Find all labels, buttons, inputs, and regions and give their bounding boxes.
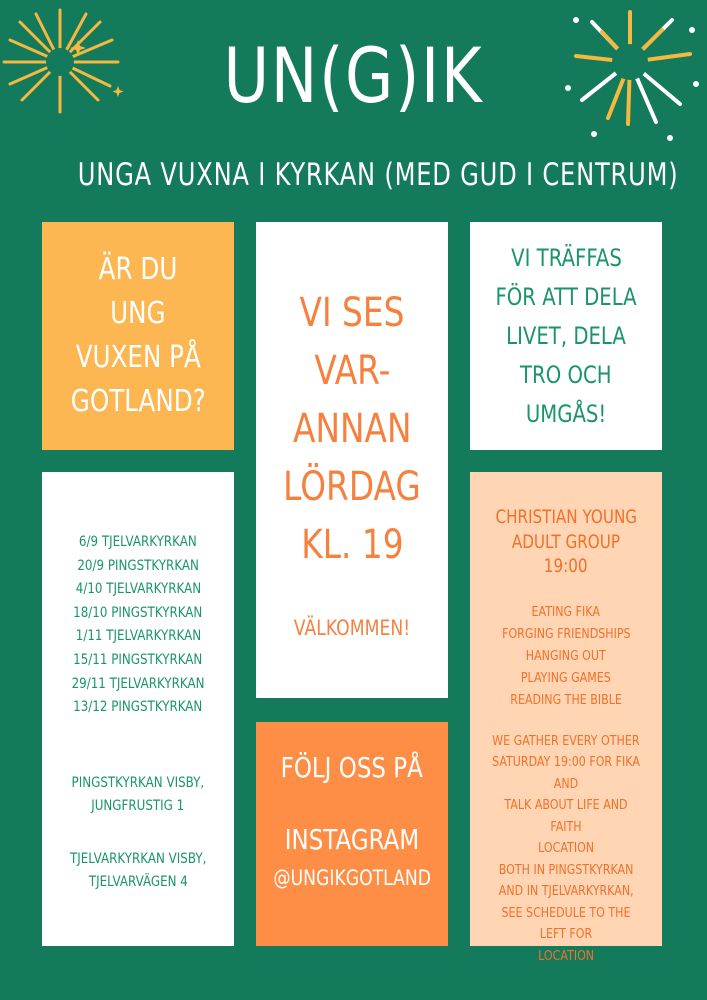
schedule-item: 29/11 TJELVARKYRKAN [71, 675, 205, 692]
question-line: VUXEN PÅ [75, 340, 201, 375]
purpose-line: FÖR ATT DELA [495, 282, 637, 311]
page-subtitle: UNGA VUXNA I KYRKAN (MED GUD I CENTRUM) [77, 157, 679, 193]
location-pingstkyrkan: PINGSTKYRKAN VISBY, JUNGFRUSTIG 1 [71, 774, 205, 814]
location-tjelvarkyrkan: TJELVARKYRKAN VISBY, TJELVARVÄGEN 4 [69, 850, 207, 890]
english-heading: CHRISTIAN YOUNG ADULT GROUP 19:00 [495, 507, 637, 577]
english-description: WE GATHER EVERY OTHER SATURDAY 19:00 FOR FIKA AND TALK ABOUT LIFE AND FAITH LOCATION BOTH IN PINGSTKYRKAN AND IN TJELVARKYRKAN, SEE SCHEDULE TO THE LEFT FOR LOCATION [492, 732, 640, 964]
activity-item: FORGING FRIENDSHIPS [501, 625, 631, 642]
instagram-handle[interactable]: @UNGIKGOTLAND [273, 866, 431, 890]
activity-item: EATING FIKA [531, 603, 601, 620]
instagram-label: INSTAGRAM [284, 823, 420, 856]
question-card [42, 222, 234, 450]
question-line: GOTLAND? [70, 384, 206, 419]
purpose-line: VI TRÄFFAS [510, 243, 622, 272]
meeting-line: ANNAN [292, 406, 412, 452]
activity-item: PLAYING GAMES [521, 669, 611, 686]
schedule-card [42, 472, 234, 946]
schedule-item: 18/10 PINGSTKYRKAN [73, 604, 203, 621]
schedule-item: 15/11 PINGSTKYRKAN [73, 651, 203, 668]
purpose-line: TRO OCH [520, 360, 612, 389]
meeting-line: VI SES [299, 290, 405, 336]
meeting-line: LÖRDAG [283, 464, 421, 510]
follow-text: FÖLJ OSS PÅ [280, 751, 424, 784]
meeting-line: VAR- [313, 348, 391, 394]
question-line: ÄR DU [98, 252, 178, 287]
activity-item: READING THE BIBLE [510, 691, 622, 708]
schedule-list [57, 531, 219, 720]
schedule-item: 4/10 TJELVARKYRKAN [75, 581, 201, 598]
purpose-line: UMGÅS! [525, 399, 607, 428]
activity-item: HANGING OUT [525, 647, 606, 664]
purpose-card [470, 222, 662, 450]
activity-list [488, 601, 645, 711]
meeting-card [256, 222, 448, 698]
meeting-line: KL. 19 [300, 522, 404, 568]
schedule-item: 20/9 PINGSTKYRKAN [77, 557, 199, 574]
question-line: UNG [110, 296, 166, 331]
schedule-item: 1/11 TJELVARKYRKAN [75, 628, 201, 645]
purpose-line: LIVET, DELA [506, 321, 626, 350]
schedule-item: 13/12 PINGSTKYRKAN [73, 699, 203, 716]
english-info-card [470, 472, 662, 964]
welcome-text: VÄLKOMMEN! [293, 616, 411, 640]
page-title: UN(G)IK [223, 31, 484, 120]
instagram-card [256, 722, 448, 946]
schedule-item: 6/9 TJELVARKYRKAN [79, 534, 197, 550]
